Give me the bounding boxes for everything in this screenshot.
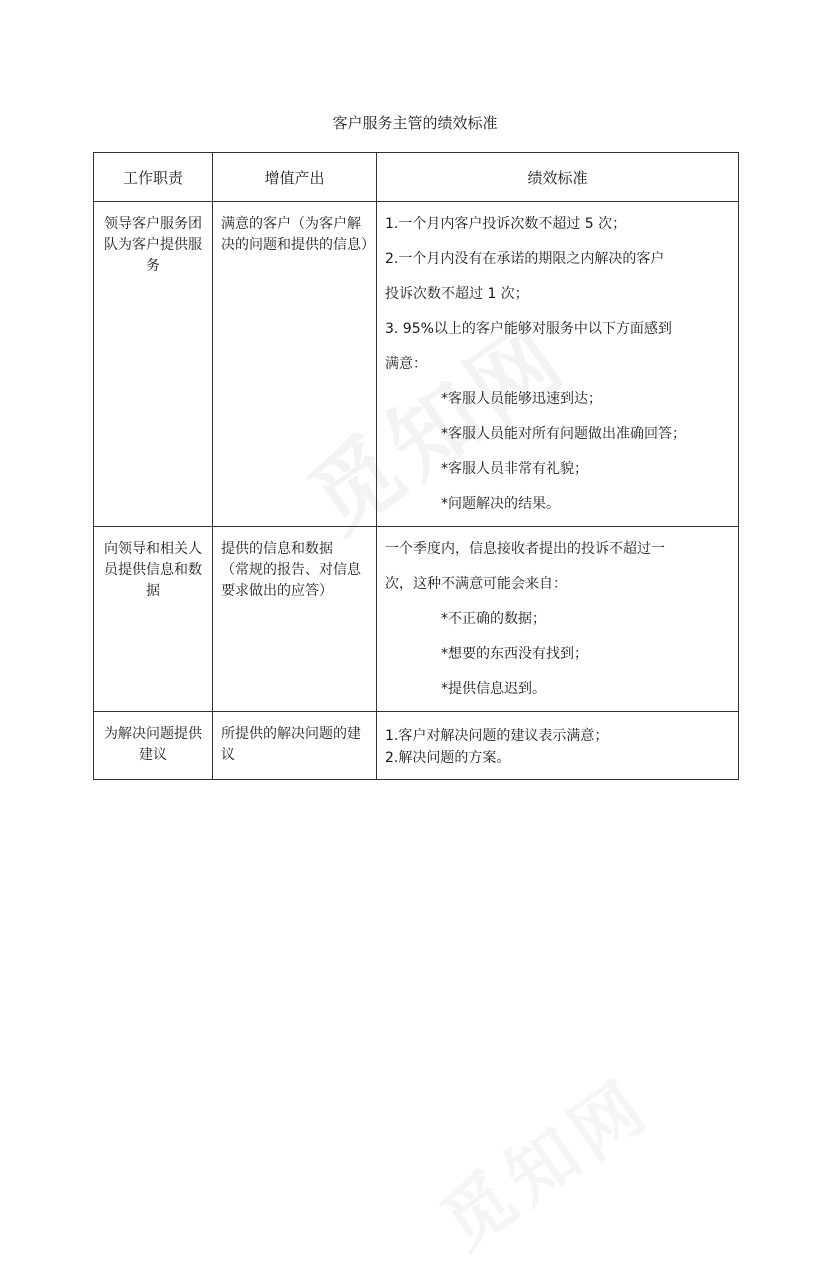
standard-line: 次，这种不满意可能会来自： — [385, 576, 567, 592]
standard-line: 投诉次数不超过 1 次； — [385, 286, 529, 302]
standard-line: 1.一个月内客户投诉次数不超过 5 次； — [385, 216, 627, 232]
standard-line: 3. 95%以上的客户能够对服务中以下方面感到 — [385, 321, 672, 337]
standard-cell — [377, 527, 739, 712]
output-cell: 满意的客户（为客户解决的问题和提供的信息） — [213, 202, 377, 527]
standard-subitem: *想要的东西没有找到； — [441, 646, 588, 662]
table-row — [94, 712, 739, 780]
header-output: 增值产出 — [213, 153, 377, 202]
table-row — [94, 527, 739, 712]
performance-standards-table — [93, 152, 739, 780]
standard-subitem: *问题解决的结果。 — [441, 496, 560, 512]
output-cell — [213, 527, 377, 712]
output-note: （常规的报告、对信息要求做出的应答） — [221, 562, 361, 599]
document-title: 客户服务主管的绩效标准 — [332, 114, 498, 132]
header-duty: 工作职责 — [94, 153, 213, 202]
table-header-row — [94, 153, 739, 202]
standard-line: 2.解决问题的方案。 — [385, 750, 511, 766]
output-main: 提供的信息和数据 — [221, 541, 333, 557]
standard-subitem: *客服人员能对所有问题做出准确回答； — [441, 426, 686, 442]
watermark-bottom — [418, 1013, 722, 1268]
standard-line: 2.一个月内没有在承诺的期限之内解决的客户 — [385, 251, 665, 267]
duty-cell: 为解决问题提供建议 — [94, 712, 213, 780]
standard-cell — [377, 712, 739, 780]
standard-cell — [377, 202, 739, 527]
standard-subitem: *提供信息迟到。 — [441, 681, 546, 697]
duty-cell: 向领导和相关人员提供信息和数据 — [94, 527, 213, 712]
duty-cell: 领导客户服务团队为客户提供服务 — [94, 202, 213, 527]
standard-subitem: *客服人员非常有礼貌； — [441, 461, 588, 477]
standard-line: 一个季度内，信息接收者提出的投诉不超过一 — [385, 541, 665, 557]
header-standard: 绩效标准 — [377, 153, 739, 202]
output-cell: 所提供的解决问题的建议 — [213, 712, 377, 780]
standard-subitem: *客服人员能够迅速到达； — [441, 391, 602, 407]
standard-line: 1.客户对解决问题的建议表示满意； — [385, 728, 609, 744]
standard-line: 满意： — [385, 356, 427, 372]
standard-subitem: *不正确的数据； — [441, 611, 546, 627]
table-row — [94, 202, 739, 527]
